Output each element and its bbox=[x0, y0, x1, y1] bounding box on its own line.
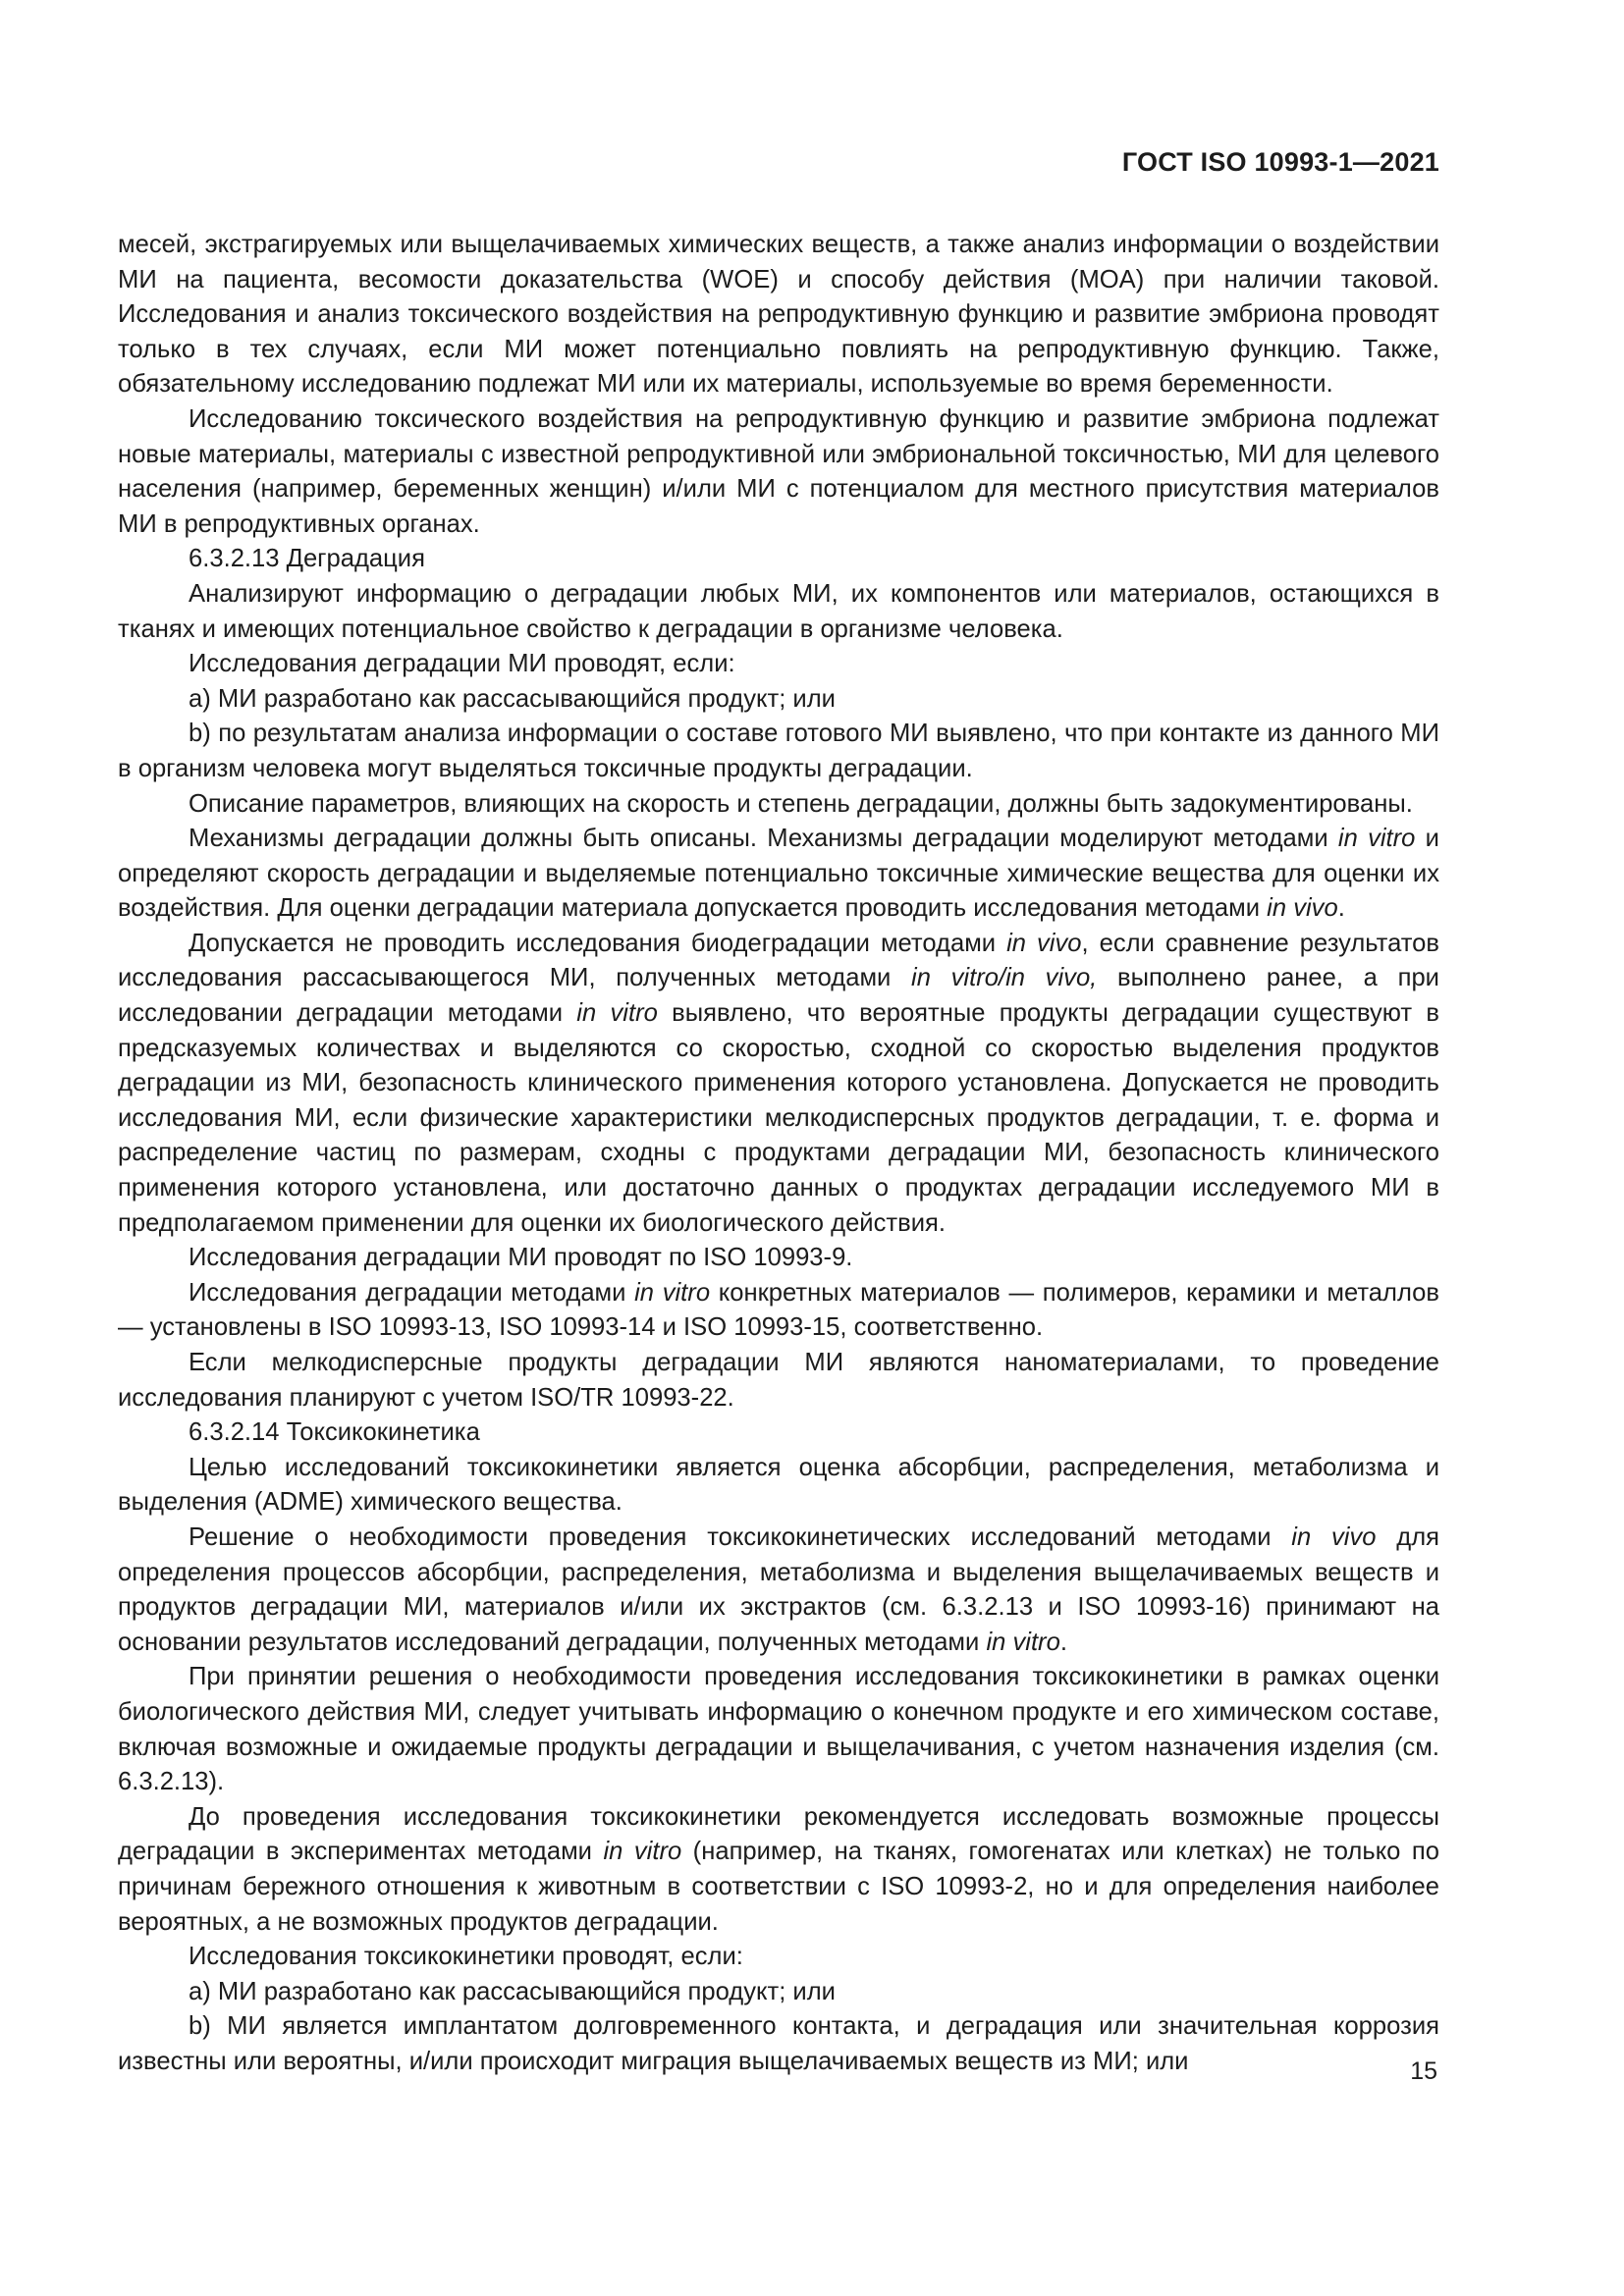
text-run: Исследования токсикокинетики проводят, если: bbox=[189, 1943, 743, 1971]
text-run: , если сравнение результатов исследования рассасывающегося МИ, полученных методами bbox=[118, 929, 1440, 992]
italic-term: in vitro bbox=[1337, 825, 1416, 853]
text-run: Описание параметров, влияющих на скорость и степень деградации, должны быть задокументированы. bbox=[189, 789, 1413, 818]
document-header: ГОСТ ISO 10993-1—2021 bbox=[1121, 147, 1439, 177]
paragraph bbox=[118, 1241, 1439, 1276]
text-run: b) МИ является имплантатом долговременного контакта, и деградация или значительная коррозия известны или вероятны, и/или происходит миграция выщелачиваемых веществ из МИ; или bbox=[118, 2012, 1439, 2075]
text-run: (например, на тканях, гомогенатах или клетках) не только по причинам бережного отношения к животным в соответствии с ISO 10993-2, но и для определения наиболее вероятных, а не возможных продуктов деградации. bbox=[118, 1838, 1439, 1936]
text-run: . bbox=[1059, 1628, 1067, 1656]
text-run: b) по результатам анализа информации о составе готового МИ выявлено, что при контакте из данного МИ в организм человека могут выделяться токсичные продукты деградации. bbox=[118, 720, 1439, 782]
paragraph bbox=[118, 822, 1439, 927]
italic-term: in vitro bbox=[634, 1278, 711, 1307]
paragraph bbox=[118, 577, 1439, 647]
text-run: 6.3.2.13 Деградация bbox=[189, 545, 425, 573]
paragraph bbox=[118, 927, 1439, 1241]
paragraph bbox=[118, 787, 1439, 823]
text-run: Исследования деградации МИ проводят по ISO 10993-9. bbox=[189, 1244, 853, 1272]
text-run: 6.3.2.14 Токсикокинетика bbox=[189, 1418, 480, 1447]
page-number: 15 bbox=[1410, 2057, 1437, 2085]
text-run: До проведения исследования токсикокинетики рекомендуется исследовать возможные процессы деградации в экспериментах методами bbox=[118, 1802, 1439, 1866]
paragraph bbox=[118, 1521, 1439, 1660]
text-run: для определения процессов абсорбции, распределения, метаболизма и выделения выщелачиваемых веществ и продуктов деградации МИ, материалов и/или их экстрактов (см. 6.3.2.13 и ISO 10993-16) принимают на основании результатов исследований деградации, полученных методами bbox=[118, 1522, 1439, 1656]
paragraph bbox=[118, 1346, 1439, 1415]
paragraph bbox=[118, 402, 1439, 542]
italic-term: in vitro/in vivo, bbox=[911, 964, 1098, 992]
paragraph bbox=[118, 228, 1439, 402]
text-run: конкретных материалов — полимеров, керамики и металлов — установлены в ISO 10993-13, ISO 10993-14 и ISO 10993-15, соответственно. bbox=[118, 1278, 1440, 1342]
paragraph bbox=[118, 1800, 1439, 1940]
text-run: Механизмы деградации должны быть описаны. Механизмы деградации моделируют методами bbox=[189, 825, 1338, 853]
italic-term: in vitro bbox=[986, 1628, 1060, 1656]
text-run: Анализируют информацию о деградации любых МИ, их компонентов или материалов, остающихся в тканях и имеющих потенциальное свойство к деградации в организме человека. bbox=[118, 579, 1439, 643]
italic-term: in vivo bbox=[1291, 1522, 1377, 1551]
italic-term: in vitro bbox=[603, 1838, 682, 1866]
text-run: и определяют скорость деградации и выделяемые потенциально токсичные химические вещества для оценки их воздействия. Для оценки деградации материала допускается проводить исследования методами bbox=[118, 825, 1439, 923]
text-run: При принятии решения о необходимости проведения исследования токсикокинетики в рамках оценки биологического действия МИ, следует учитывать информацию о конечном продукте и его химическом составе, включая возможные и ожидаемые продукты деградации и выщелачивания, с учетом назначения изделия (см. 6.3.2.13). bbox=[118, 1663, 1439, 1796]
text-run: Исследования деградации методами bbox=[189, 1278, 635, 1307]
text-run: . bbox=[1337, 894, 1345, 923]
text-run: a) МИ разработано как рассасывающийся продукт; или bbox=[189, 684, 836, 713]
paragraph bbox=[118, 647, 1439, 682]
text-run: выявлено, что вероятные продукты деградации существуют в предсказуемых количествах и выделяются со скоростью, сходной со скоростью выделения продуктов деградации из МИ, безопасность клинического применения которого установлена. Допускается не проводить исследования МИ, если физические характеристики мелкодисперсных продуктов деградации, т. е. форма и распределение частиц по размерам, сходны с продуктами деградации МИ, безопасность клинического применения которого установлена, или достаточно данных о продуктах деградации исследуемого МИ в предполагаемом применении для оценки их биологического действия. bbox=[118, 999, 1439, 1237]
italic-term: in vivo bbox=[1006, 929, 1082, 957]
document-body bbox=[118, 228, 1439, 2079]
section-heading bbox=[118, 1415, 1439, 1451]
paragraph bbox=[118, 1975, 1439, 2010]
section-heading bbox=[118, 542, 1439, 577]
text-run: Решение о необходимости проведения токсикокинетических исследований методами bbox=[189, 1522, 1292, 1551]
paragraph bbox=[118, 717, 1439, 786]
paragraph bbox=[118, 1276, 1439, 1346]
text-run: a) МИ разработано как рассасывающийся продукт; или bbox=[189, 1977, 836, 2005]
text-run: Допускается не проводить исследования биодеградации методами bbox=[189, 929, 1007, 957]
italic-term: in vivo bbox=[1267, 894, 1338, 923]
text-run: Исследованию токсического воздействия на репродуктивную функцию и развитие эмбриона подлежат новые материалы, материалы с известной репродуктивной или эмбриональной токсичностью, МИ для целевого населения (например, беременных женщин) и/или МИ с потенциалом для местного присутствия материалов МИ в репродуктивных органах. bbox=[118, 404, 1439, 538]
text-run: Целью исследований токсикокинетики является оценка абсорбции, распределения, метаболизма и выделения (ADME) химического вещества. bbox=[118, 1453, 1439, 1517]
text-run: месей, экстрагируемых или выщелачиваемых химических веществ, а также анализ информации о воздействии МИ на пациента, весомости доказательства (WOE) и способу действия (MOA) при наличии таковой. Исследования и анализ токсического воздействия на репродуктивную функцию и развитие эмбриона проводят только в тех случаях, если МИ может потенциально повлиять на репродуктивную функцию. Также, обязательному исследованию подлежат МИ или их материалы, используемые во время беременности. bbox=[118, 231, 1439, 399]
italic-term: in vitro bbox=[576, 999, 658, 1028]
text-run: выполнено ранее, а при исследовании деградации методами bbox=[118, 964, 1439, 1028]
text-run: Если мелкодисперсные продукты деградации МИ являются наноматериалами, то проведение исследования планируют с учетом ISO/TR 10993-22. bbox=[118, 1349, 1439, 1412]
paragraph bbox=[118, 2009, 1439, 2079]
paragraph bbox=[118, 1660, 1439, 1799]
paragraph bbox=[118, 1451, 1439, 1521]
paragraph bbox=[118, 1940, 1439, 1975]
paragraph bbox=[118, 682, 1439, 718]
text-run: Исследования деградации МИ проводят, если: bbox=[189, 650, 735, 678]
